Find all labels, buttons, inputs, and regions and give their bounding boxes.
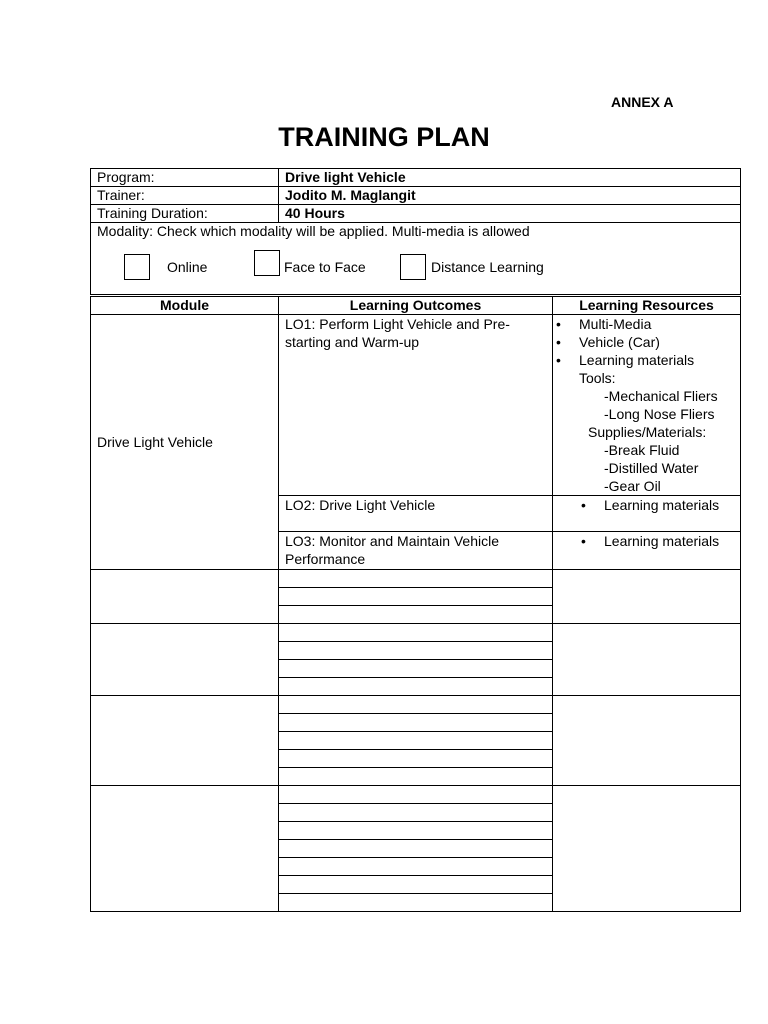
empty-module-cell	[91, 570, 279, 624]
column-header-outcomes: Learning Outcomes	[279, 297, 553, 315]
empty-outcomes-cell	[279, 786, 553, 912]
tools-label: Tools:	[579, 370, 616, 386]
supply-item: -Distilled Water	[604, 460, 699, 476]
resource-item: • Multi-Media	[553, 315, 740, 333]
trainer-value: Jodito M. Maglangit	[279, 187, 741, 205]
supply-item: -Break Fluid	[604, 442, 680, 458]
distance-learning-label: Distance Learning	[431, 259, 544, 275]
column-header-module: Module	[91, 297, 279, 315]
empty-resources-cell	[553, 624, 741, 696]
online-checkbox[interactable]	[124, 254, 150, 280]
distance-learning-checkbox[interactable]	[400, 254, 426, 280]
program-info-table	[90, 168, 741, 295]
supplies-label: Supplies/Materials:	[588, 424, 707, 440]
duration-value: 40 Hours	[279, 205, 741, 223]
tool-item: -Mechanical Fliers	[604, 388, 718, 404]
empty-module-cell	[91, 786, 279, 912]
tool-item: -Long Nose Fliers	[604, 406, 715, 422]
face-to-face-label: Face to Face	[284, 259, 366, 275]
annex-label: ANNEX A	[611, 94, 674, 110]
outcome-lo3: LO3: Monitor and Maintain Vehicle Performance	[279, 532, 553, 570]
resources-lo2	[553, 496, 741, 532]
modality-instruction: Modality: Check which modality will be applied. Multi-media is allowed	[97, 223, 530, 239]
resource-item: • Learning materials	[553, 496, 740, 514]
online-label: Online	[167, 259, 208, 275]
empty-outcomes-cell	[279, 624, 553, 696]
resource-item: • Learning materials	[553, 532, 740, 550]
empty-module-cell	[91, 696, 279, 786]
empty-resources-cell	[553, 570, 741, 624]
duration-label: Training Duration:	[91, 205, 279, 223]
column-header-resources: Learning Resources	[553, 297, 741, 315]
empty-resources-cell	[553, 786, 741, 912]
trainer-label: Trainer:	[91, 187, 279, 205]
modality-cell	[91, 223, 741, 295]
resource-item: • Learning materials	[553, 351, 740, 369]
training-plan-table	[90, 296, 741, 912]
outcome-lo2: LO2: Drive Light Vehicle	[279, 496, 553, 532]
program-label: Program:	[91, 169, 279, 187]
face-to-face-checkbox[interactable]	[254, 250, 280, 276]
module-cell: Drive Light Vehicle	[91, 315, 279, 570]
resource-item: • Vehicle (Car)	[553, 333, 740, 351]
resources-lo1	[553, 315, 741, 496]
resources-lo3	[553, 532, 741, 570]
outcome-lo1: LO1: Perform Light Vehicle and Pre-starting and Warm-up	[279, 315, 553, 496]
empty-outcomes-cell	[279, 570, 553, 624]
empty-resources-cell	[553, 696, 741, 786]
empty-module-cell	[91, 624, 279, 696]
empty-outcomes-cell	[279, 696, 553, 786]
supply-item: -Gear Oil	[604, 478, 661, 494]
page-title: TRAINING PLAN	[278, 122, 490, 152]
program-value: Drive light Vehicle	[279, 169, 741, 187]
